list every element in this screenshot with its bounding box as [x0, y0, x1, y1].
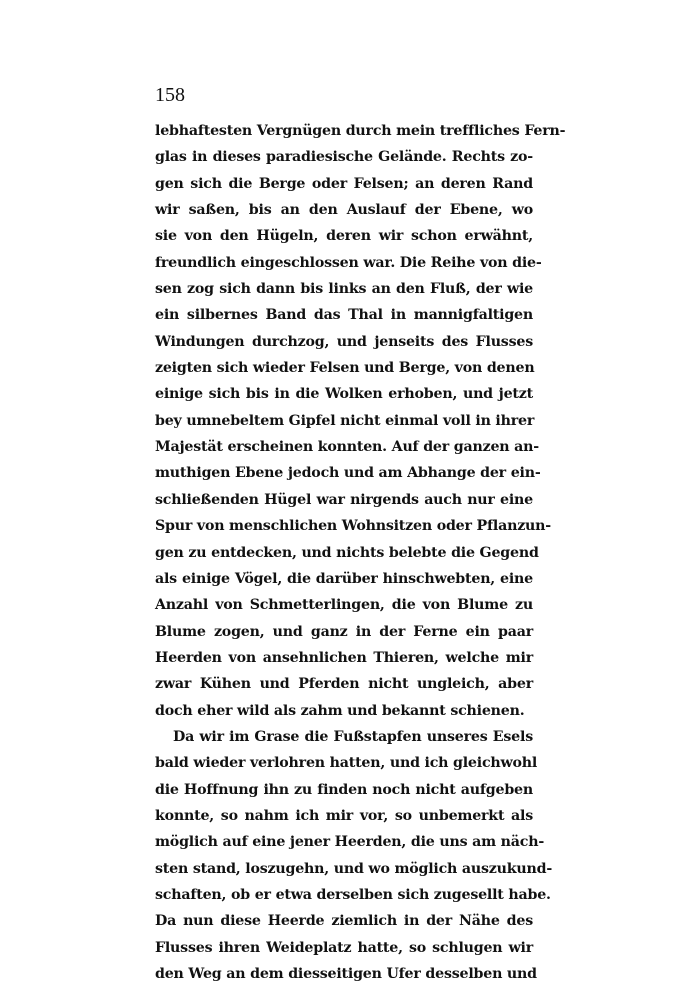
text-line: lebhaftesten Vergnügen durch mein treffliches Fern-	[155, 123, 566, 139]
text-line: glas in dieses paradiesische Gelände. Rechts zo-	[155, 149, 533, 166]
text-line: zeigten sich wieder Felsen und Berge, von denen	[155, 360, 535, 377]
text-line: konnte, so nahm ich mir vor, so unbemerkt als	[155, 807, 533, 824]
page-number: 158	[155, 84, 185, 106]
text-line: einige sich bis in die Wolken erhoben, und jetzt	[155, 386, 533, 403]
text-line: freundlich eingeschlossen war. Die Reihe von die-	[155, 254, 542, 271]
text-line: Da nun diese Heerde ziemlich in der Nähe des	[155, 913, 533, 930]
text-line: wir saßen, bis an den Auslauf der Ebene, wo	[155, 202, 533, 219]
text-line: Blume zogen, und ganz in der Ferne ein paar	[155, 623, 533, 640]
text-line: möglich auf eine jener Heerden, die uns am näch-	[155, 834, 545, 851]
text-line: zwar Kühen und Pferden nicht ungleich, aber	[155, 676, 533, 693]
text-line: bey umnebeltem Gipfel nicht einmal voll in ihrer	[155, 412, 535, 429]
text-line: muthigen Ebene jedoch und am Abhange der ein-	[155, 465, 541, 482]
text-line: als einige Vögel, die darüber hinschwebten, eine	[155, 570, 533, 587]
text-line: gen sich die Berge oder Felsen; an deren Rand	[155, 175, 533, 192]
text-line: schließenden Hügel war nirgends auch nur eine	[155, 491, 533, 508]
text-line: gen zu entdecken, und nichts belebte die Gegend	[155, 544, 539, 561]
text-line: Windungen durchzog, und jenseits des Flusses	[155, 333, 533, 350]
body-text	[155, 118, 566, 987]
text-line: Majestät erscheinen konnten. Auf der ganzen an-	[155, 439, 539, 456]
text-line: Spur von menschlichen Wohnsitzen oder Pflanzun-	[155, 518, 551, 535]
text-line: Da wir im Grase die Fußstapfen unseres Esels	[173, 728, 533, 745]
text-line: den Weg an dem diesseitigen Ufer desselben und	[155, 966, 537, 982]
text-line: Heerden von ansehnlichen Thieren, welche mir	[155, 649, 533, 666]
text-line: sen zog sich dann bis links an den Fluß, der wie	[155, 281, 533, 298]
text-line: schaften, ob er etwa derselben sich zugesellt habe.	[155, 886, 551, 903]
text-line: Flusses ihren Weideplatz hatte, so schlugen wir	[155, 939, 533, 956]
text-line: doch eher wild als zahm und bekannt schienen.	[155, 702, 525, 719]
text-line: ein silbernes Band das Thal in mannigfaltigen	[155, 307, 533, 324]
text-line: Anzahl von Schmetterlingen, die von Blume zu	[155, 597, 533, 614]
text-line: bald wieder verlohren hatten, und ich gleichwohl	[155, 755, 538, 772]
text-line: sie von den Hügeln, deren wir schon erwähnt,	[155, 228, 533, 245]
text-line: sten stand, loszugehn, und wo möglich auszukund-	[155, 860, 553, 877]
text-line: die Hoffnung ihn zu finden noch nicht aufgeben	[155, 781, 533, 798]
